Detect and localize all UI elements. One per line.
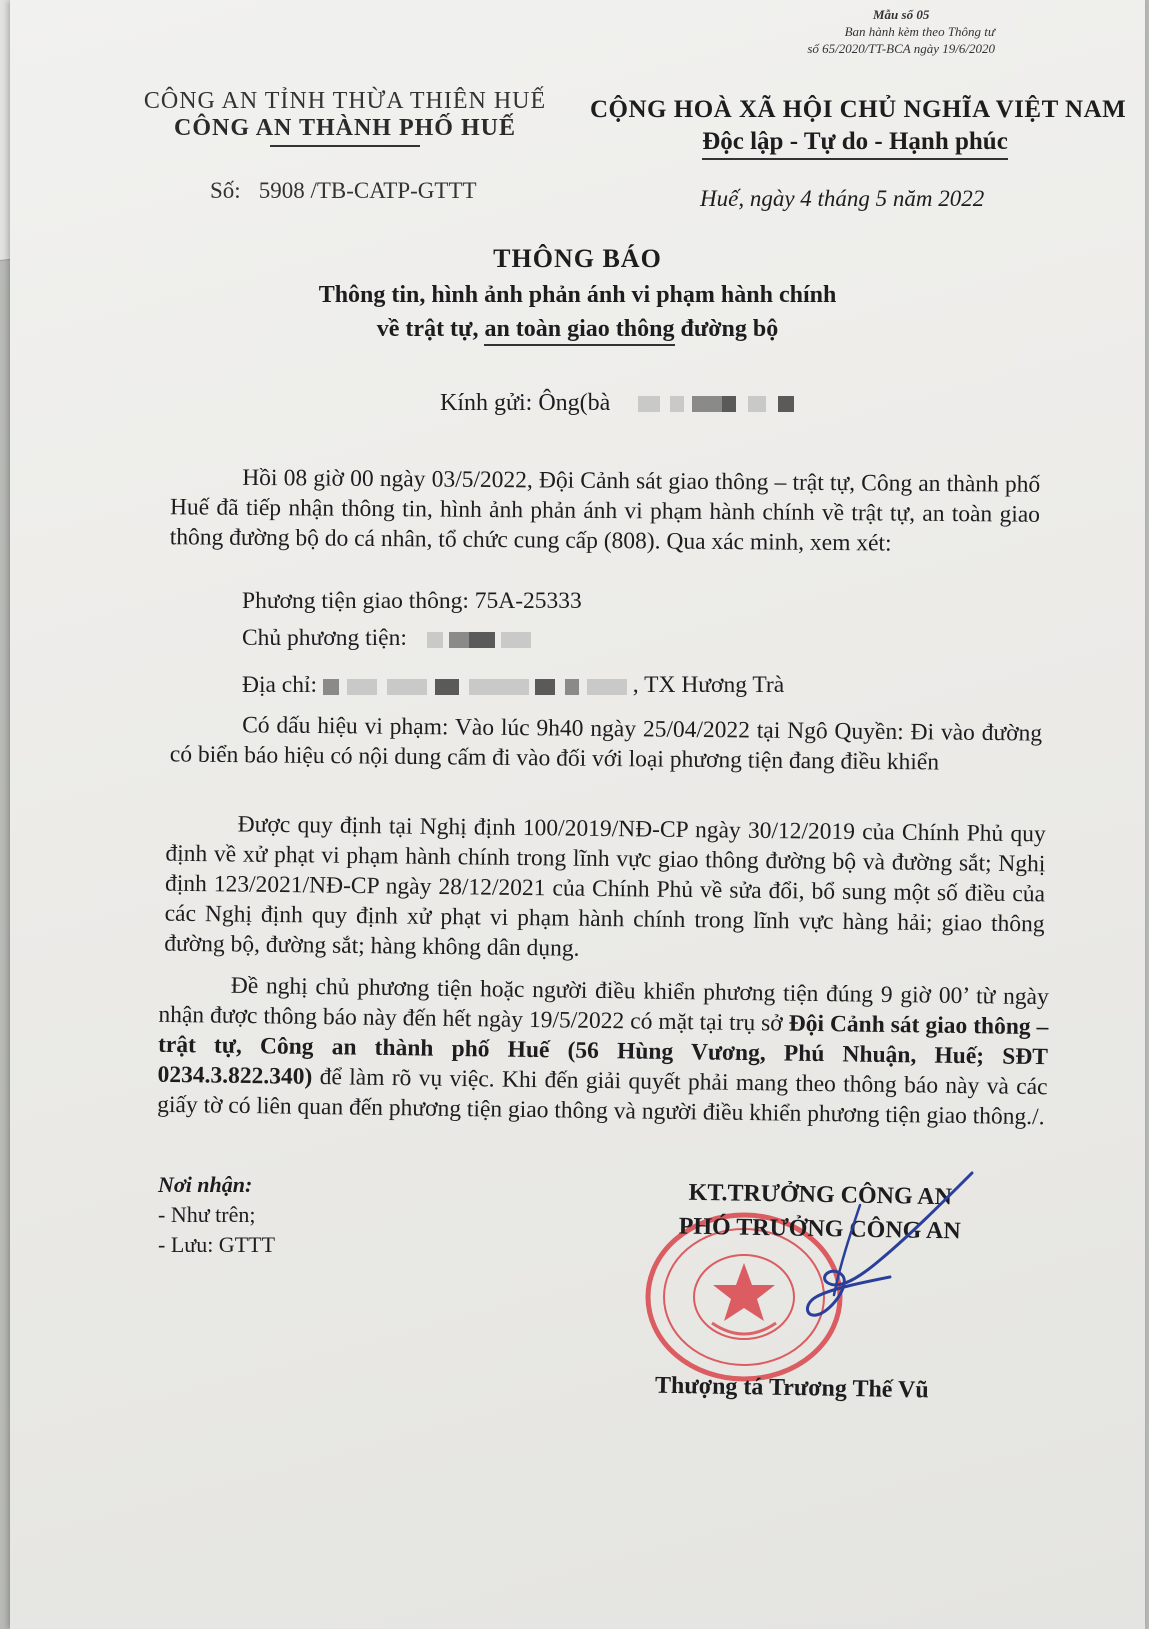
form-issued-line2: số 65/2020/TT-BCA ngày 19/6/2020 xyxy=(807,41,995,56)
issuer-parent: CÔNG AN TỈNH THỪA THIÊN HUẾ xyxy=(143,88,547,114)
recipient-label: Kính gửi: Ông(bà xyxy=(440,390,611,416)
country-name: CỘNG HOÀ XÃ HỘI CHỦ NGHĨA VIỆT NAM xyxy=(590,96,1127,123)
handwritten-signature xyxy=(710,1165,990,1335)
document-title: THÔNG BÁO xyxy=(493,244,662,273)
national-header xyxy=(590,96,1127,160)
document-subtitle-2 xyxy=(10,316,1145,343)
issuer-header xyxy=(130,88,560,147)
subtitle-prefix: về trật tự, xyxy=(376,316,485,342)
reference-value: 5908 /TB-CATP-GTTT xyxy=(258,178,477,203)
form-note xyxy=(807,6,995,57)
body-paragraph-1: Hồi 08 giờ 00 ngày 03/5/2022, Đội Cảnh sát giao thông – trật tự, Công an thành phố Huế đã tiếp nhận thông tin, hình ảnh phản ánh vi phạm hành chính về trật tự, an toàn giao thông đường bộ do cá nhân, tổ chức cung cấp (808). Qua xác minh, xem xét: xyxy=(169,464,1041,557)
redacted-address xyxy=(323,672,633,698)
para4-bold: Đội Cảnh sát giao thông – trật tự, Công an thành phố Huế (56 Hùng Vương, Phú Nhuận, Huế; SĐT 0234.3.822.340) xyxy=(157,1010,1049,1090)
body-paragraph-4 xyxy=(157,970,1049,1132)
form-number: Mẫu số 05 xyxy=(872,7,930,22)
signature-line-1: KT.TRƯỞNG CÔNG AN xyxy=(688,1179,953,1211)
redacted-name xyxy=(616,390,794,416)
subtitle-underlined: an toàn giao thông xyxy=(484,316,674,346)
subtitle-suffix: đường bộ xyxy=(674,316,779,342)
owner-label: Chủ phương tiện: xyxy=(242,625,407,651)
owner-line xyxy=(242,625,531,652)
document-page xyxy=(10,0,1145,1629)
issuer-divider xyxy=(270,145,420,147)
signature-line-2: PHÓ TRƯỞNG CÔNG AN xyxy=(678,1213,961,1245)
recipient-line xyxy=(440,390,794,417)
recipients-item-2: - Lưu: GTTT xyxy=(158,1232,276,1257)
body-paragraph-2: Có dấu hiệu vi phạm: Vào lúc 9h40 ngày 25/04/2022 tại Ngô Quyền: Đi vào đường có biển báo hiệu có nội dung cấm đi vào đối với loại phương tiện đang điều khiển xyxy=(169,712,1043,776)
form-issued-line1: Ban hành kèm theo Thông tư xyxy=(844,24,995,39)
reference-label: Số: xyxy=(210,178,241,203)
redacted-owner xyxy=(413,625,531,651)
signer-name: Thượng tá Trương Thế Vũ xyxy=(654,1372,929,1404)
document-subtitle-1: Thông tin, hình ảnh phản ánh vi phạm hành chính xyxy=(318,282,837,308)
address-line xyxy=(242,672,784,699)
address-label: Địa chỉ: xyxy=(242,672,318,698)
recipients-heading: Nơi nhận: xyxy=(158,1172,253,1197)
para4-text-a: Đề nghị chủ phương tiện hoặc người điều khiển phương tiện đúng 9 giờ 00’ từ ngày nhận được thông báo này đến hết ngày 19/5/2022 có mặt tại trụ sở xyxy=(158,972,1049,1037)
recipients-item-1: - Như trên; xyxy=(158,1202,256,1227)
vehicle-line: Phương tiện giao thông: 75A-25333 xyxy=(242,588,582,614)
recipients-block xyxy=(158,1170,275,1260)
address-suffix: , TX Hương Trà xyxy=(632,672,785,698)
issuer-name: CÔNG AN THÀNH PHỐ HUẾ xyxy=(174,115,516,141)
national-motto: Độc lập - Tự do - Hạnh phúc xyxy=(702,128,1008,160)
body-paragraph-3: Được quy định tại Nghị định 100/2019/NĐ-CP ngày 30/12/2019 của Chính Phủ quy định về xử phạt vi phạm hành chính trong lĩnh vực giao thông đường bộ và đường sắt; Nghị định 123/2021/NĐ-CP ngày 28/12/2021 của Chính Phủ về sửa đổi, bổ sung một số điều của các Nghị định quy định xử phạt vi phạm hành chính trong lĩnh vực hàng hải; giao thông đường bộ, đường sắt; hàng không dân dụng. xyxy=(164,811,1046,962)
reference-number xyxy=(210,178,477,204)
issue-date: Huế, ngày 4 tháng 5 năm 2022 xyxy=(700,186,985,211)
para4-text-b: để làm rõ vụ việc. Khi đến giải quyết phải mang theo thông báo này và các giấy tờ có liên quan đến phương tiện giao thông và người điều khiển phương tiện giao thông./. xyxy=(157,1063,1048,1131)
